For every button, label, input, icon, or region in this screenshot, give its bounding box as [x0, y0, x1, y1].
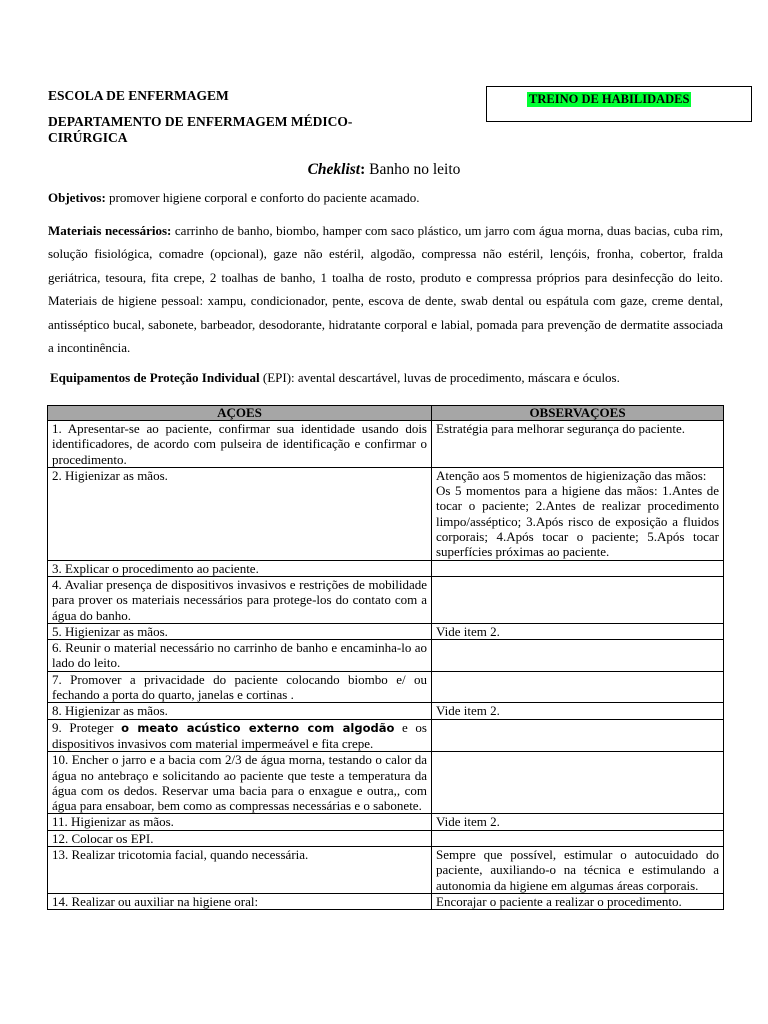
table-row — [48, 752, 724, 814]
department-name: DEPARTAMENTO DE ENFERMAGEM MÉDICO-CIRÚRGICA — [48, 114, 353, 145]
observation-cell: Encorajar o paciente a realizar o procedimento. — [432, 893, 724, 909]
action-cell — [48, 719, 432, 752]
school-name: ESCOLA DE ENFERMAGEM — [48, 88, 229, 103]
table-row — [48, 814, 724, 830]
table-row — [48, 847, 724, 894]
action-cell: 4. Avaliar presença de dispositivos invasivos e restrições de mobilidade para prover os materiais necessários para protege-los do contato com a água do banho. — [48, 576, 432, 623]
materials-paragraph — [48, 219, 723, 359]
action-cell: 6. Reunir o material necessário no carrinho de banho e encaminha-lo ao lado do leito. — [48, 640, 432, 672]
table-row — [48, 421, 724, 468]
materials-label: Materiais necessários: — [48, 223, 172, 238]
table-row — [48, 623, 724, 639]
observation-cell: Vide item 2. — [432, 703, 724, 719]
epi-paragraph — [50, 370, 730, 386]
objectives-label: Objetivos: — [48, 190, 106, 205]
table-header-row — [48, 406, 724, 421]
title-text: Banho no leito — [365, 161, 461, 178]
epi-abbr: (EPI) — [259, 370, 292, 385]
observation-cell: Vide item 2. — [432, 623, 724, 639]
observation-cell: Vide item 2. — [432, 814, 724, 830]
header-observations: OBSERVAÇOES — [432, 406, 724, 421]
page-title — [0, 161, 768, 179]
action-cell: 13. Realizar tricotomia facial, quando necessária. — [48, 847, 432, 894]
action-cell: 12. Colocar os EPI. — [48, 830, 432, 846]
action-cell: 2. Higienizar as mãos. — [48, 467, 432, 560]
epi-label: Equipamentos de Proteção Individual — [50, 370, 260, 385]
header-actions: AÇOES — [48, 406, 432, 421]
table-row — [48, 830, 724, 846]
table-row — [48, 560, 724, 576]
action-emphasis: o meato acústico externo com algodão — [121, 720, 395, 735]
table-row — [48, 576, 724, 623]
observation-cell — [432, 640, 724, 672]
table-row — [48, 893, 724, 909]
table-row — [48, 671, 724, 703]
table-row — [48, 640, 724, 672]
skills-training-badge: TREINO DE HABILIDADES — [529, 92, 690, 106]
action-cell: 1. Apresentar-se ao paciente, confirmar sua identidade usando dois identificadores, de acordo com pulseira de identificação e confirmar o procedimento. — [48, 421, 432, 468]
table-row — [48, 467, 724, 560]
action-cell: 14. Realizar ou auxiliar na higiene oral: — [48, 893, 432, 909]
observation-cell — [432, 467, 724, 560]
observation-cell — [432, 560, 724, 576]
action-cell: 5. Higienizar as mãos. — [48, 623, 432, 639]
action-text: e os dispositivos invasivos com material impermeável e fita crepe. — [52, 719, 427, 751]
observation-cell — [432, 719, 724, 752]
skills-training-box — [486, 86, 752, 122]
observation-cell — [432, 671, 724, 703]
objectives-text: promover higiene corporal e conforto do paciente acamado. — [105, 190, 420, 205]
checklist-table — [47, 405, 724, 910]
materials-text: carrinho de banho, biombo, hamper com saco plástico, um jarro com água morna, duas bacias, cuba rim, solução fisiológica, comadre (opcional), gaze não estéril, algodão, compressa não estéril, lençóis, fronha, cobertor, fralda geriátrica, tesoura, fita crepe, 2 toalhas de banho, 1 toalha de rosto, produto e compressa próprios para desinfecção do leito. Materiais de higiene pessoal: xampu, condicionador, pente, escova de dente, swab dental ou espátula com gaze, creme dental, antisséptico bucal, sabonete, barbeador, desodorante, hidratante corporal e labial, pomada para prevenção de dermatite associada a incontinência. — [48, 223, 723, 356]
table-row — [48, 703, 724, 719]
observation-cell — [432, 830, 724, 846]
action-cell: 10. Encher o jarro e a bacia com 2/3 de água morna, testando o calor da água no antebraço e solicitando ao paciente que teste a temperatura da água com os dedos. Reservar uma bacia para o enxague e outra,, com água para ensaboar, bem como as compressas necessárias e o sabonete. — [48, 752, 432, 814]
observation-cell — [432, 576, 724, 623]
title-prefix: Cheklist — [307, 161, 361, 178]
action-cell: 8. Higienizar as mãos. — [48, 703, 432, 719]
table-row — [48, 719, 724, 752]
title-colon: : — [360, 161, 366, 178]
observation-cell: Estratégia para melhorar segurança do paciente. — [432, 421, 724, 468]
observation-line: Atenção aos 5 momentos de higienização das mãos: — [436, 467, 707, 483]
epi-text: : avental descartável, luvas de procedimento, máscara e óculos. — [291, 370, 620, 385]
action-cell: 7. Promover a privacidade do paciente colocando biombo e/ ou fechando a porta do quarto, janelas e cortinas . — [48, 671, 432, 703]
observation-cell — [432, 752, 724, 814]
action-text: 9. Proteger — [52, 719, 122, 735]
objectives-paragraph — [48, 190, 723, 206]
observation-cell: Sempre que possível, estimular o autocuidado do paciente, auxiliando-o na técnica e estimulando a autonomia da higiene em algumas áreas corporais. — [432, 847, 724, 894]
action-cell: 3. Explicar o procedimento ao paciente. — [48, 560, 432, 576]
observation-line: Os 5 momentos para a higiene das mãos: 1.Antes de tocar o paciente; 2.Antes de realizar procedimento limpo/asséptico; 3.Após risco de exposição a fluidos corporais; 4.Após tocar o paciente; 5.Após tocar superfícies próximas ao paciente. — [436, 483, 719, 560]
action-cell: 11. Higienizar as mãos. — [48, 814, 432, 830]
